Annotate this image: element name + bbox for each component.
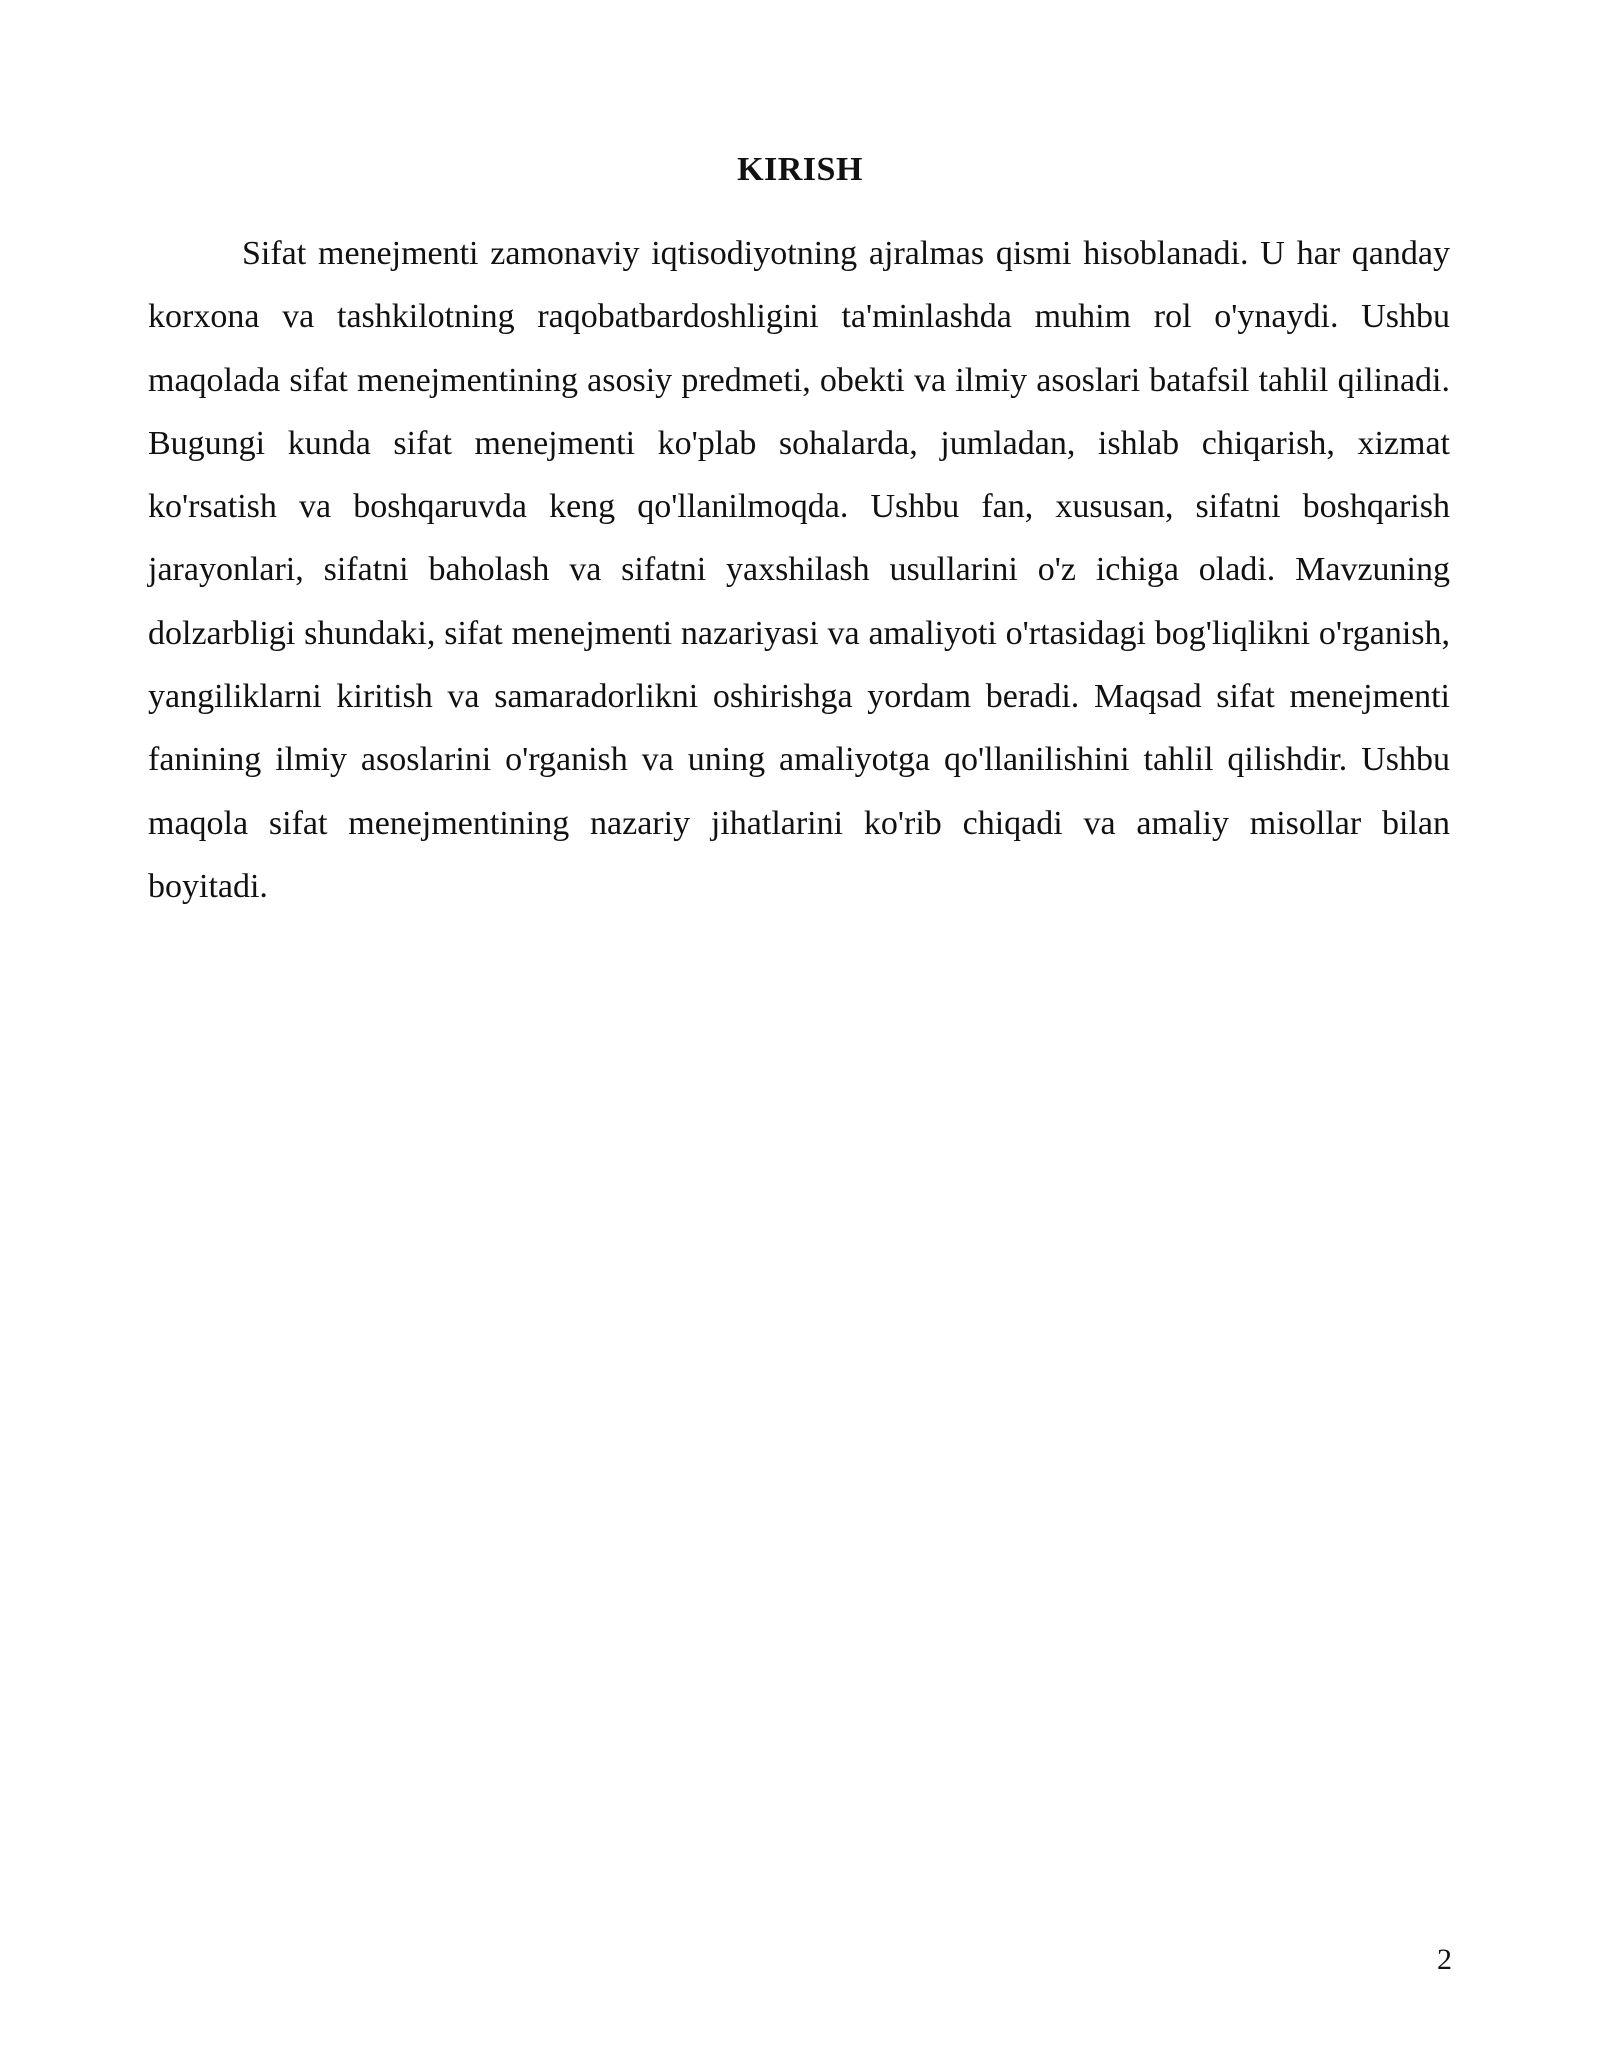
- intro-paragraph: Sifat menejmenti zamonaviy iqtisodiyotning ajralmas qismi hisoblanadi. U har qanday korxona va tashkilotning raqobatbardoshligini ta'minlashda muhim rol o'ynaydi. Ushbu maqolada sifat menejmentining asosiy predmeti, obekti va ilmiy asoslari batafsil tahlil qilinadi. Bugungi kunda sifat menejmenti ko'plab sohalarda, jumladan, ishlab chiqarish, xizmat ko'rsatish va boshqaruvda keng qo'llanilmoqda. Ushbu fan, xususan, sifatni boshqarish jarayonlari, sifatni baholash va sifatni yaxshilash usullarini o'z ichiga oladi. Mavzuning dolzarbligi shundaki, sifat menejmenti nazariyasi va amaliyoti o'rtasidagi bog'liqlikni o'rganish, yangiliklarni kiritish va samaradorlikni oshirishga yordam beradi. Maqsad sifat menejmenti fanining ilmiy asoslarini o'rganish va uning amaliyotga qo'llanilishini tahlil qilishdir. Ushbu maqola sifat menejmentining nazariy jihatlarini ko'rib chiqadi va amaliy misollar bilan boyitadi.: [148, 235, 1450, 905]
- page-number: 2: [1437, 1943, 1452, 1976]
- section-heading: KIRISH: [737, 151, 863, 188]
